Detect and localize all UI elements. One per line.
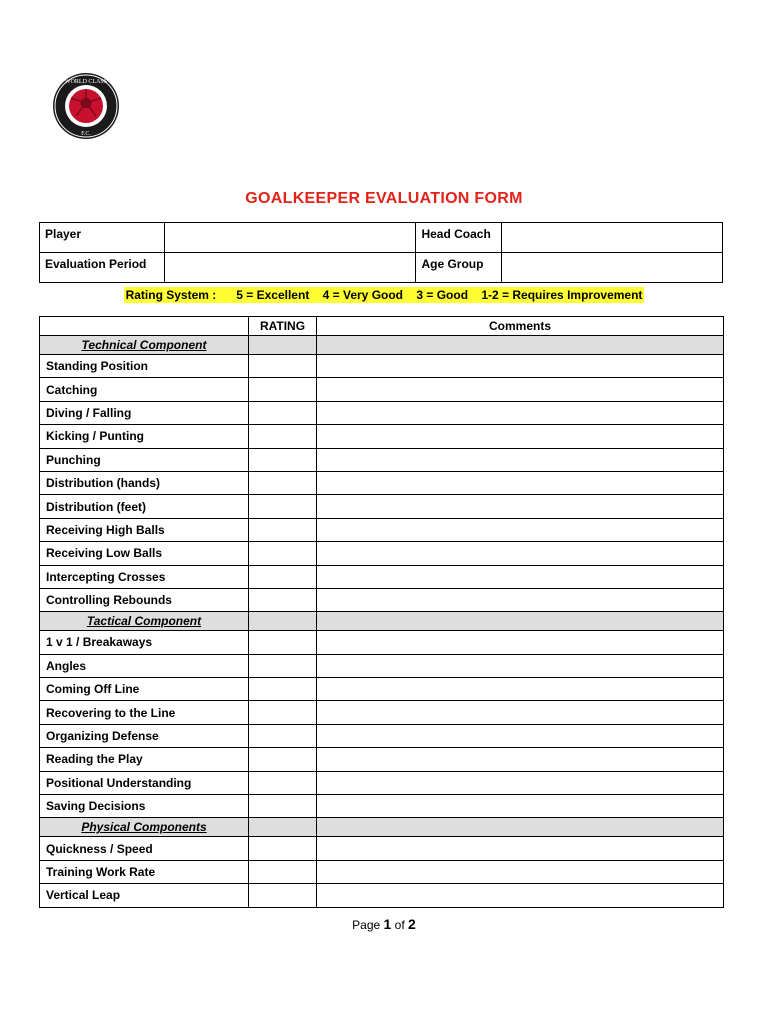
table-row [40, 860, 724, 883]
age-group-field[interactable] [502, 253, 723, 283]
rating-cell[interactable] [249, 495, 317, 518]
section-rating-cell [249, 336, 317, 355]
skill-label: Quickness / Speed [40, 837, 249, 860]
section-label: Technical Component [40, 336, 249, 355]
table-row [40, 837, 724, 860]
table-row [40, 495, 724, 518]
table-row [40, 471, 724, 494]
comments-cell[interactable] [317, 771, 724, 794]
skill-label: Saving Decisions [40, 795, 249, 818]
skill-label: Receiving Low Balls [40, 542, 249, 565]
rating-cell[interactable] [249, 355, 317, 378]
table-row [40, 518, 724, 541]
section-row [40, 612, 724, 631]
rating-cell[interactable] [249, 471, 317, 494]
player-field[interactable] [164, 223, 416, 253]
rating-cell[interactable] [249, 448, 317, 471]
skill-label: Organizing Defense [40, 724, 249, 747]
skill-label: Angles [40, 654, 249, 677]
table-row [40, 588, 724, 611]
table-row [40, 401, 724, 424]
table-row [40, 748, 724, 771]
comments-cell[interactable] [317, 884, 724, 907]
skill-label: Intercepting Crosses [40, 565, 249, 588]
skill-label: Distribution (feet) [40, 495, 249, 518]
comments-cell[interactable] [317, 701, 724, 724]
evaluation-period-field[interactable] [164, 253, 416, 283]
page-current: 1 [383, 916, 392, 932]
rating-cell[interactable] [249, 565, 317, 588]
logo-text-bottom: F.C. [81, 131, 91, 137]
table-row [40, 678, 724, 701]
comments-cell[interactable] [317, 495, 724, 518]
rating-cell[interactable] [249, 631, 317, 654]
rating-cell[interactable] [249, 378, 317, 401]
comments-cell[interactable] [317, 542, 724, 565]
page-footer [0, 916, 768, 932]
skill-label: Distribution (hands) [40, 471, 249, 494]
comments-cell[interactable] [317, 425, 724, 448]
skill-label: Diving / Falling [40, 401, 249, 424]
comments-cell[interactable] [317, 748, 724, 771]
rating-cell[interactable] [249, 654, 317, 677]
rating-cell[interactable] [249, 748, 317, 771]
rating-cell[interactable] [249, 518, 317, 541]
table-row [40, 448, 724, 471]
rating-cell[interactable] [249, 795, 317, 818]
rating-cell[interactable] [249, 724, 317, 747]
club-logo [52, 72, 120, 140]
skill-label: Standing Position [40, 355, 249, 378]
rating-system-text: Rating System : 5 = Excellent 4 = Very Good 3 = Good 1-2 = Requires Improvement [125, 288, 643, 302]
skill-label: Vertical Leap [40, 884, 249, 907]
form-title: GOALKEEPER EVALUATION FORM [245, 190, 523, 207]
comments-cell[interactable] [317, 448, 724, 471]
skill-label: 1 v 1 / Breakaways [40, 631, 249, 654]
skill-label: Punching [40, 448, 249, 471]
comments-cell[interactable] [317, 565, 724, 588]
table-row [40, 565, 724, 588]
logo-text-top: WORLD CLASS [64, 79, 108, 85]
section-comments-cell [317, 818, 724, 837]
rating-cell[interactable] [249, 701, 317, 724]
skill-label: Catching [40, 378, 249, 401]
table-row [40, 795, 724, 818]
section-rating-cell [249, 612, 317, 631]
section-rating-cell [249, 818, 317, 837]
skill-label: Kicking / Punting [40, 425, 249, 448]
table-row [40, 425, 724, 448]
comments-cell[interactable] [317, 355, 724, 378]
player-label: Player [40, 223, 165, 253]
skill-label: Training Work Rate [40, 860, 249, 883]
section-comments-cell [317, 612, 724, 631]
comments-cell[interactable] [317, 518, 724, 541]
head-coach-field[interactable] [502, 223, 723, 253]
rating-cell[interactable] [249, 837, 317, 860]
comments-cell[interactable] [317, 795, 724, 818]
comments-cell[interactable] [317, 678, 724, 701]
page-total: 2 [408, 916, 416, 932]
rating-header: RATING [249, 317, 317, 336]
comments-cell[interactable] [317, 588, 724, 611]
info-table [39, 222, 723, 283]
rating-cell[interactable] [249, 884, 317, 907]
table-row [40, 724, 724, 747]
skill-label: Recovering to the Line [40, 701, 249, 724]
comments-cell[interactable] [317, 654, 724, 677]
comments-cell[interactable] [317, 631, 724, 654]
skill-label: Reading the Play [40, 748, 249, 771]
rating-cell[interactable] [249, 771, 317, 794]
comments-cell[interactable] [317, 401, 724, 424]
rating-cell[interactable] [249, 401, 317, 424]
of-word: of [394, 918, 405, 932]
skill-label: Controlling Rebounds [40, 588, 249, 611]
rating-cell[interactable] [249, 425, 317, 448]
evaluation-table [39, 316, 724, 908]
skill-label: Coming Off Line [40, 678, 249, 701]
rating-cell[interactable] [249, 588, 317, 611]
table-row [40, 542, 724, 565]
rating-system [0, 288, 768, 302]
section-row [40, 818, 724, 837]
comments-cell[interactable] [317, 860, 724, 883]
skill-label: Receiving High Balls [40, 518, 249, 541]
page-word: Page [352, 918, 381, 932]
table-row [40, 378, 724, 401]
rating-cell[interactable] [249, 678, 317, 701]
item-header [40, 317, 249, 336]
table-row [40, 771, 724, 794]
age-group-label: Age Group [416, 253, 502, 283]
table-row [40, 631, 724, 654]
comments-cell[interactable] [317, 837, 724, 860]
section-label: Physical Components [40, 818, 249, 837]
comments-cell[interactable] [317, 471, 724, 494]
head-coach-label: Head Coach [416, 223, 502, 253]
section-row [40, 336, 724, 355]
table-row [40, 355, 724, 378]
rating-cell[interactable] [249, 860, 317, 883]
comments-cell[interactable] [317, 724, 724, 747]
section-comments-cell [317, 336, 724, 355]
comments-header: Comments [317, 317, 724, 336]
table-row [40, 884, 724, 907]
table-row [40, 701, 724, 724]
table-row [40, 654, 724, 677]
evaluation-period-label: Evaluation Period [40, 253, 165, 283]
rating-cell[interactable] [249, 542, 317, 565]
skill-label: Positional Understanding [40, 771, 249, 794]
comments-cell[interactable] [317, 378, 724, 401]
section-label: Tactical Component [40, 612, 249, 631]
